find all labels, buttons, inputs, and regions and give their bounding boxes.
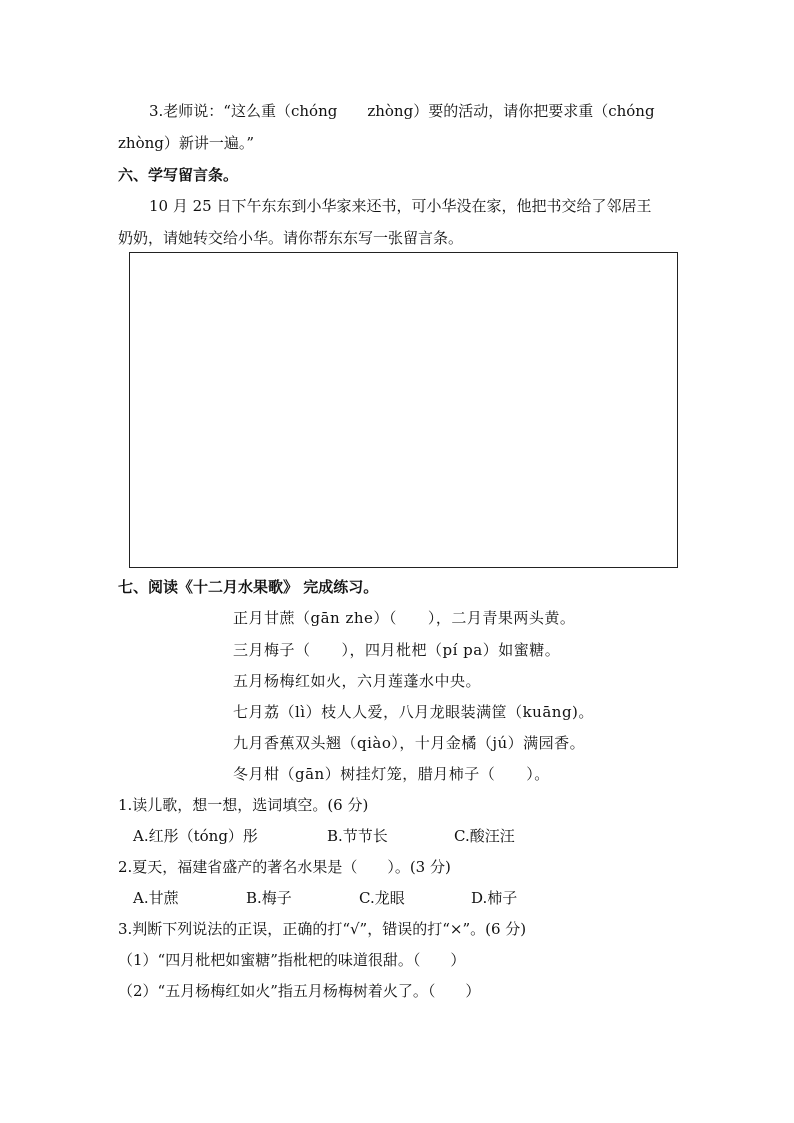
question-3: 3.判断下列说法的正误，正确的打“√”，错误的打“×”。(6 分) [118,920,527,938]
section5-q3-line1: 3.老师说：“这么重（chóng zhòng）要的活动，请你把要求重（chóng [149,102,655,120]
question-2: 2.夏天，福建省盛产的著名水果是（ ）。(3 分) [118,858,451,876]
question-1-option-c[interactable]: C.酸汪汪 [454,827,515,845]
section6-instruction-line2: 奶奶，请她转交给小华。请你帮东东写一张留言条。 [118,229,464,247]
question-2-option-a[interactable]: A.甘蔗 [133,889,179,907]
question-1-option-a[interactable]: A.红彤（tóng）彤 [133,827,258,845]
question-1-option-b[interactable]: B.节节长 [327,827,388,845]
poem-line: 五月杨梅红如火，六月莲蓬水中央。 [233,672,482,690]
question-2-option-c[interactable]: C.龙眼 [359,889,405,907]
question-2-option-d[interactable]: D.柿子 [471,889,518,907]
question-1: 1.读儿歌，想一想，选词填空。(6 分) [118,796,369,814]
poem-line: 九月香蕉双头翘（qiào），十月金橘（jú）满园香。 [233,734,586,752]
section5-q3-line2: zhòng）新讲一遍。” [118,134,255,152]
section6-heading: 六、学写留言条。 [118,166,239,184]
question-3-item-1[interactable]: （1）“四月枇杷如蜜糖”指枇杷的味道很甜。（ ） [118,951,466,969]
section7-heading: 七、阅读《十二月水果歌》 完成练习。 [118,578,379,596]
question-2-option-b[interactable]: B.梅子 [246,889,292,907]
section6-instruction-line1: 10 月 25 日下午东东到小华家来还书，可小华没在家，他把书交给了邻居王 [149,197,652,215]
poem-line: 七月荔（lì）枝人人爱，八月龙眼装满筐（kuāng)。 [233,703,594,721]
note-writing-box[interactable] [129,252,678,568]
poem-line: 正月甘蔗（gān zhe）（ ），二月青果两头黄。 [233,609,576,627]
question-3-item-2[interactable]: （2）“五月杨梅红如火”指五月杨梅树着火了。（ ） [118,982,481,1000]
poem-line: 三月梅子（ ），四月枇杷（pí pa）如蜜糖。 [233,641,561,659]
poem-line: 冬月柑（gān）树挂灯笼，腊月柿子（ ）。 [233,765,550,783]
